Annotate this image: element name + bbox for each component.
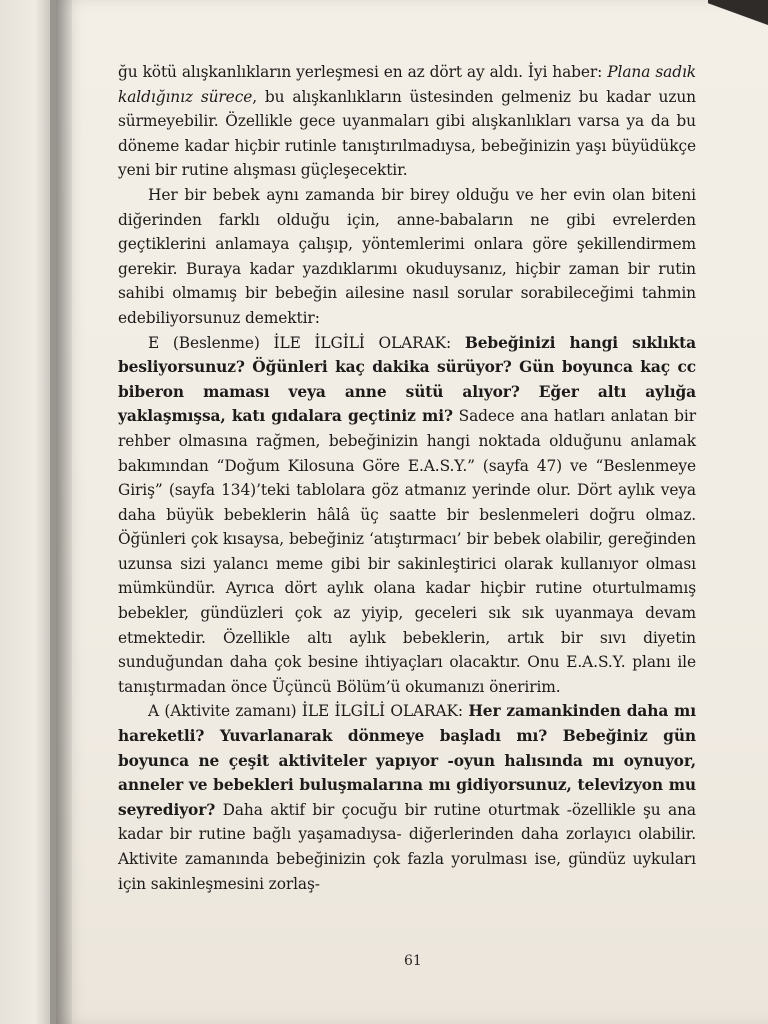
- paragraph-3-beslenme: E (Beslenme) İLE İLGİLİ OLARAK: Bebeğinizi hangi sıklıkta besliyorsunuz? Öğünleri kaç dakika sürüyor? Gün boyunca kaç cc biberon maması veya anne sütü alıyor? Eğer altı aylığa yaklaşmışsa, katı gıdalara geçtiniz mi? Sadece ana hatları anlatan bir rehber olmasına rağmen, bebeğinizin hangi noktada olduğunu anlamak bakımından “Doğum Kilosuna Göre E.A.S.Y.” (sayfa 47) ve “Beslenmeye Giriş” (sayfa 134)’teki tablolara göz atmanız yerinde olur. Dört aylık veya daha büyük bebeklerin hâlâ üç saatte bir beslenmeleri doğru olmaz. Öğünleri çok kısaysa, bebeğiniz ‘atıştırmacı’ bir bebek olabilir, gereğinden uzunsa sizi yalancı meme gibi bir sakinleştirici olarak kullanıyor olması mümkündür. Ayrıca dört aylık olana kadar hiçbir rutine oturtulmamış bebekler, gündüzleri çok az yiyip, geceleri sık sık uyanmaya devam etmektedir. Özellikle altı aylık bebeklerin, artık bir sıvı diyetin sunduğundan daha çok besine ihtiyaçları olacaktır. Onu E.A.S.Y. planı ile tanıştırmadan önce Üçüncü Bölüm’ü okumanızı öneririm.: [118, 333, 696, 696]
- page-body-text: [118, 60, 696, 896]
- paragraph-2: Her bir bebek aynı zamanda bir birey olduğu ve her evin olan biteni diğerinden farklı olduğu için, anne-babaların ne gibi evrelerden geçtiklerini anlamaya çalışıp, yöntemlerimi onlara göre şekillendirmem gerekir. Buraya kadar yazdıklarımı okuduysanız, hiçbir zaman bir rutin sahibi olmamış bir bebeğin ailesine nasıl sorular sorabileceğimi tahmin edebiliyorsunuz demektir:: [118, 185, 696, 327]
- page-corner: [708, 0, 768, 40]
- book-gutter-shadow: [50, 0, 72, 1024]
- paragraph-1: ğu kötü alışkanlıkların yerleşmesi en az dört ay aldı. İyi haber: Plana sadık kaldığınız sürece, bu alışkanlıkların üstesinden gelmeniz bu kadar uzun sürmeyebilir. Özellikle gece uyanmaları gibi alışkanlıkları varsa ya da bu döneme kadar hiçbir rutinle tanıştırılmadıysa, bebeğinizin yaşı büyüdükçe yeni bir rutine alışması güçleşecektir.: [118, 63, 696, 180]
- paragraph-4-aktivite: A (Aktivite zamanı) İLE İLGİLİ OLARAK: Her zamankinden daha mı hareketli? Yuvarlanarak dönmeye başladı mı? Bebeğiniz gün boyunca ne çeşit aktiviteler yapıyor -oyun halısında mı oynuyor, anneler ve bebekleri buluşmalarına mı gidiyorsunuz, televizyon mu seyrediyor? Daha aktif bir çocuğu bir rutine oturtmak -özellikle şu ana kadar bir rutine bağlı yaşamadıysa- diğerlerinden daha zorlayıcı olabilir. Aktivite zamanında bebeğinizin çok fazla yorulması ise, gündüz uykuları için sakinleşmesini zorlaş-: [118, 702, 696, 893]
- page-number: 61: [404, 953, 422, 969]
